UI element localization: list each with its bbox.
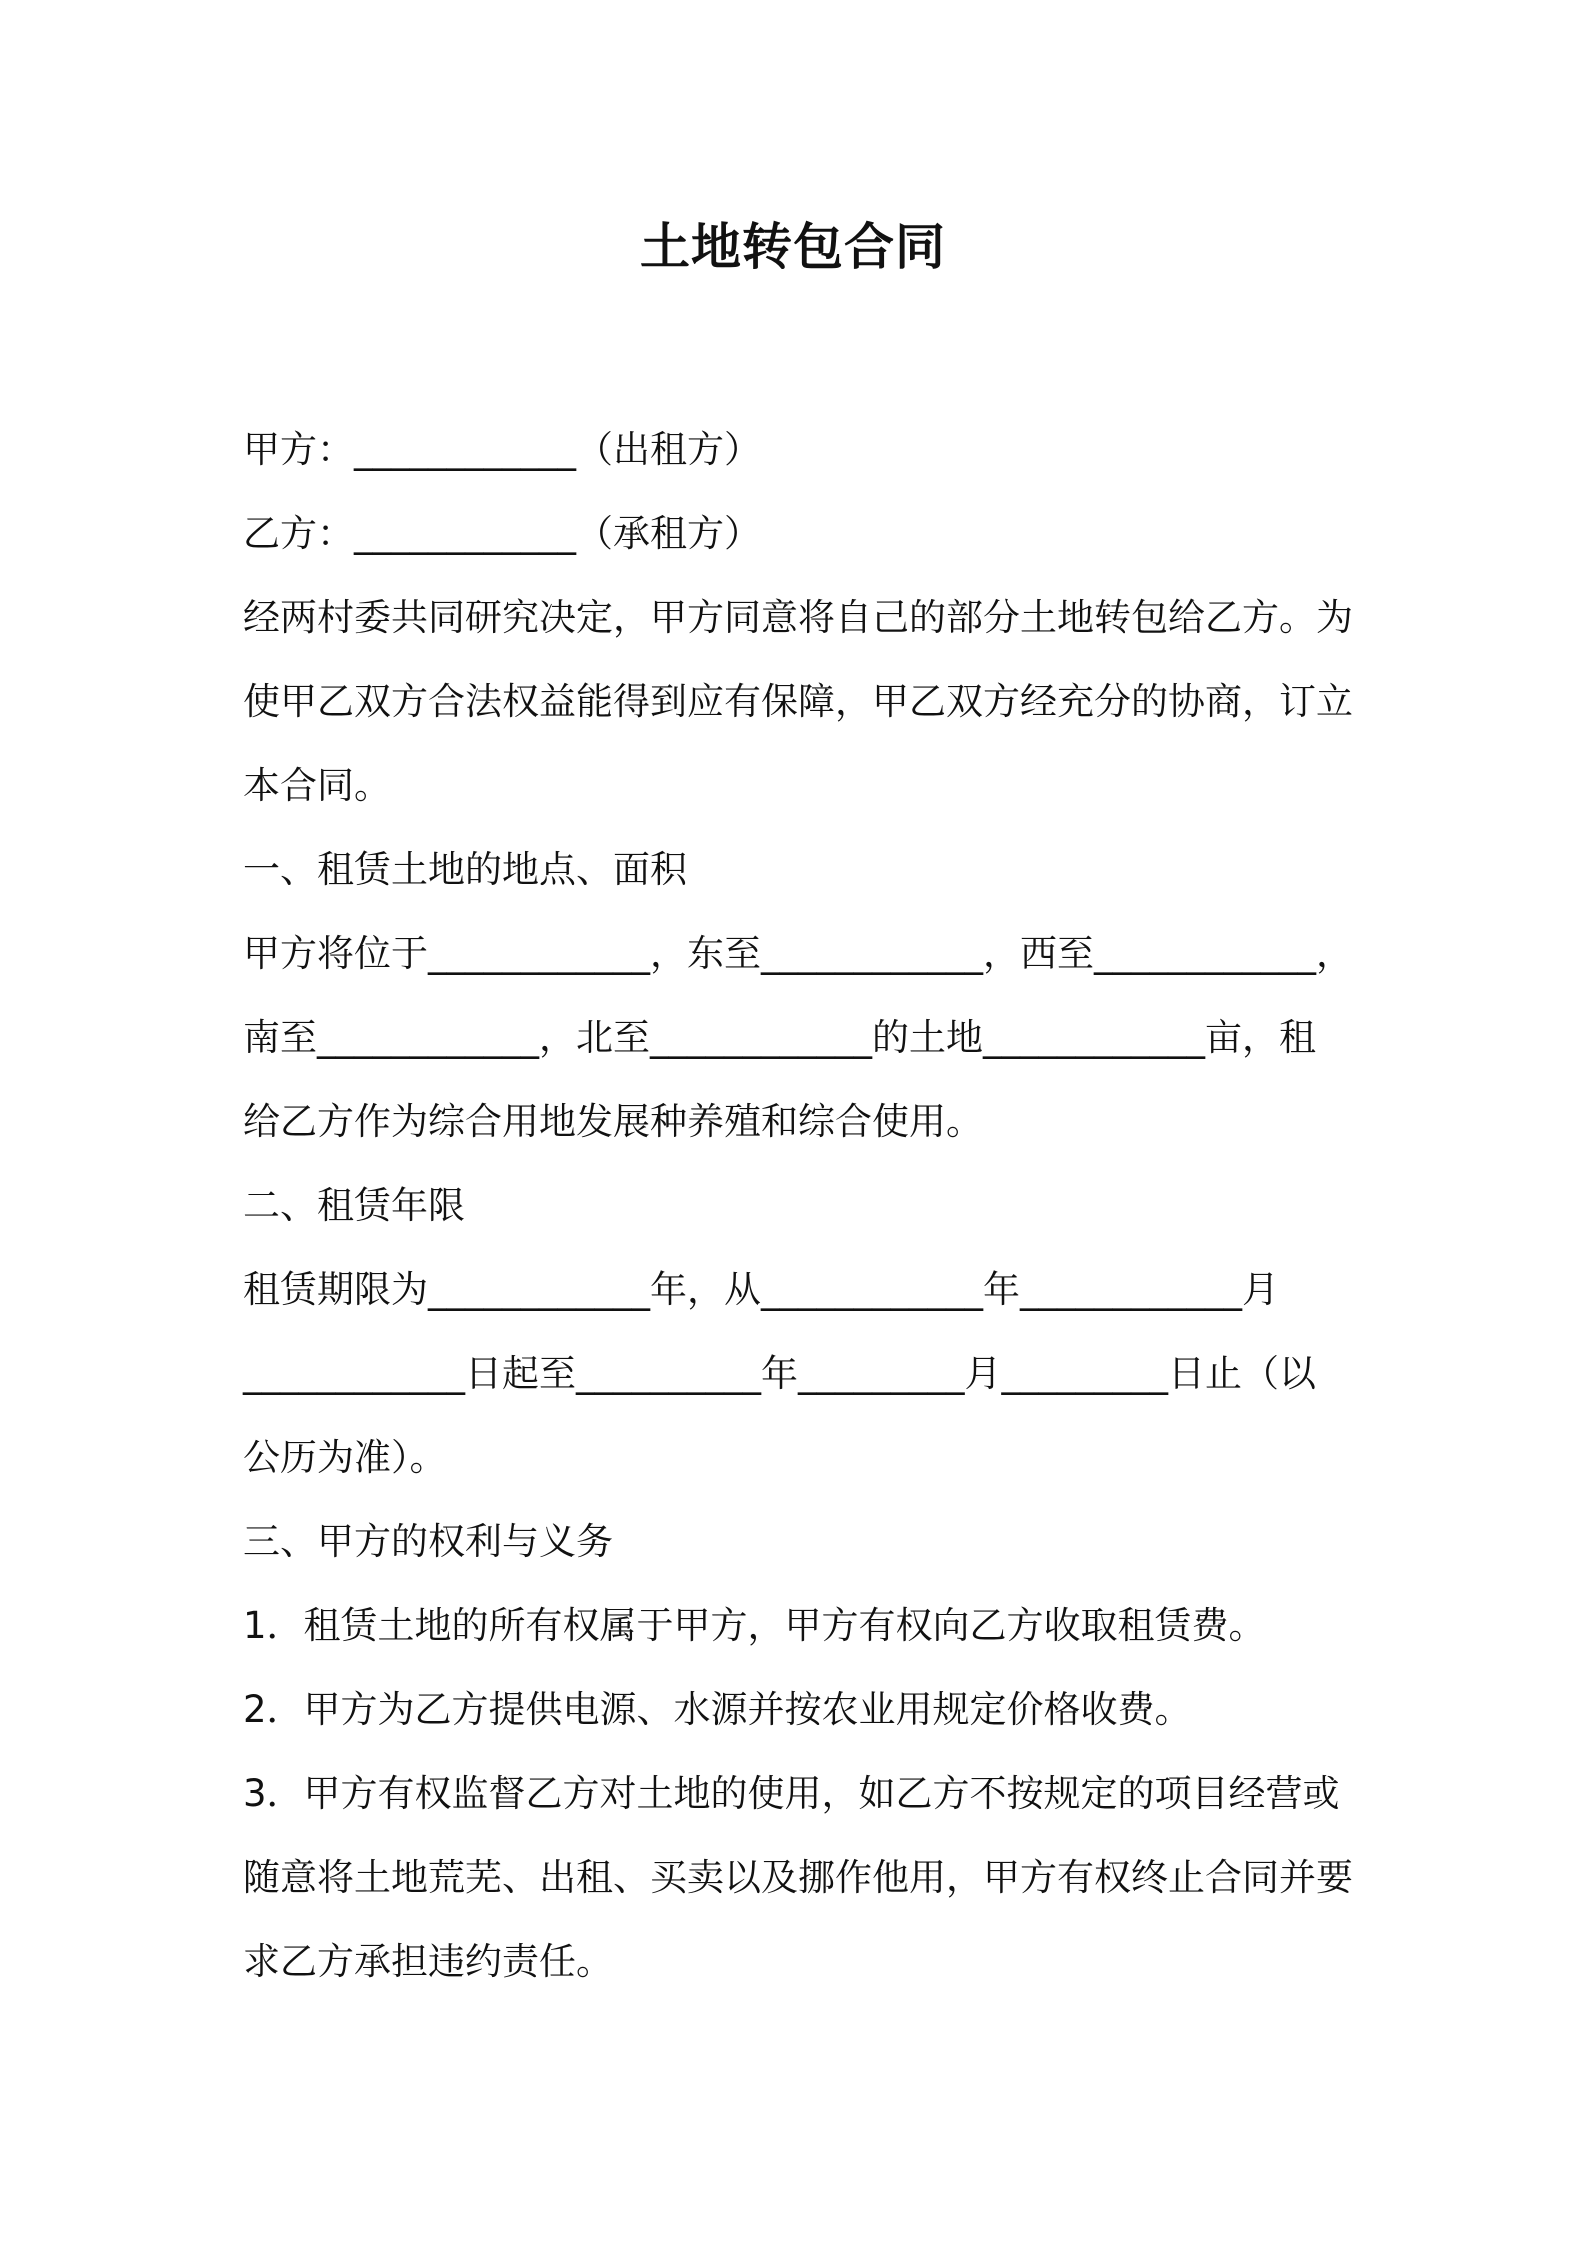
section-1-text: 给乙方作为综合用地发展种养殖和综合使用。 bbox=[243, 1100, 983, 1143]
section-1-text: 南至____________，北至____________的土地____________亩，租 bbox=[243, 1016, 1316, 1059]
party-a-line: 甲方：____________（出租方） bbox=[243, 428, 761, 471]
preamble-line: 使甲乙双方合法权益能得到应有保障，甲乙双方经充分的协商，订立 bbox=[243, 680, 1353, 723]
party-b-line: 乙方：____________（承租方） bbox=[243, 512, 761, 555]
clause-3-1: 1．租赁土地的所有权属于甲方，甲方有权向乙方收取租赁费。 bbox=[243, 1604, 1266, 1647]
clause-3-2: 2．甲方为乙方提供电源、水源并按农业用规定价格收费。 bbox=[243, 1688, 1192, 1731]
preamble-line: 本合同。 bbox=[243, 764, 391, 807]
preamble-line: 经两村委共同研究决定，甲方同意将自己的部分土地转包给乙方。为 bbox=[243, 596, 1353, 639]
section-heading-2: 二、租赁年限 bbox=[243, 1184, 465, 1227]
clause-3-3: 求乙方承担违约责任。 bbox=[243, 1940, 613, 1983]
clause-3-3: 3．甲方有权监督乙方对土地的使用，如乙方不按规定的项目经营或 bbox=[243, 1772, 1340, 1815]
section-1-text: 甲方将位于____________，东至____________，西至____________， bbox=[243, 932, 1353, 975]
section-2-text: 公历为准）。 bbox=[243, 1436, 447, 1479]
section-2-text: 租赁期限为____________年，从____________年____________月 bbox=[243, 1268, 1279, 1311]
clause-3-3: 随意将土地荒芜、出租、买卖以及挪作他用，甲方有权终止合同并要 bbox=[243, 1856, 1353, 1899]
document-body bbox=[243, 408, 1373, 2004]
section-2-text: ____________日起至__________年_________月_________日止（以 bbox=[243, 1352, 1316, 1395]
document-title: 土地转包合同 bbox=[640, 218, 946, 276]
section-heading-3: 三、甲方的权利与义务 bbox=[243, 1520, 613, 1563]
section-heading-1: 一、租赁土地的地点、面积 bbox=[243, 848, 687, 891]
